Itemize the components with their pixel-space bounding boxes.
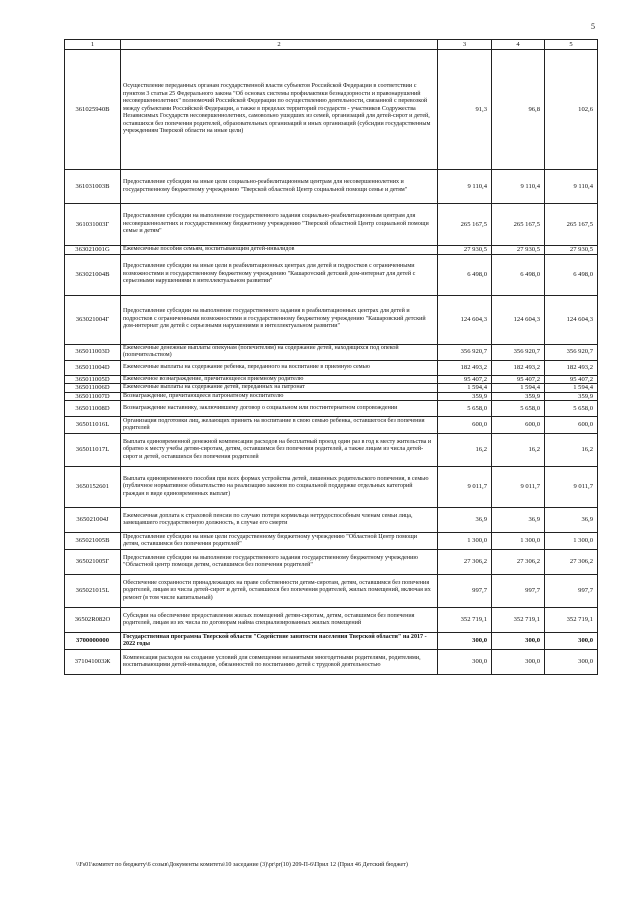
row-code: 365011008D: [65, 401, 121, 417]
row-value-col4: 95 407,2: [492, 375, 545, 384]
row-code: 365011007D: [65, 392, 121, 401]
row-value-col3: 1 594,4: [438, 384, 492, 393]
table-row: [65, 608, 598, 633]
row-code: 371041003Ж: [65, 650, 121, 675]
table-row: [65, 633, 598, 650]
table-row: [65, 295, 598, 344]
row-value-col4: 300,0: [492, 650, 545, 675]
row-description: Осуществление переданных органам государственной власти субъектов Российской Федерации в соответствии с пунктом 3 статьи 25 Федерального закона "Об основах системы профилактики безнадзорности и правонарушений несовершеннолетних" полномочий Российской Федерации по осуществлению деятельности, связанной с перевозкой между субъектами Российской Федерации, а также в пределах территорий государств - участников Содружества Независимых Государств несовершеннолетних, самовольно ушедших из семей, организаций для детей-сирот и детей, оставшихся без попечения родителей, образовательных организаций и иных организаций (субсидии государственным учреждениям Тверской области на иные цели): [121, 50, 438, 170]
row-value-col4: 27 930,5: [492, 246, 545, 255]
table-row: [65, 575, 598, 608]
row-value-col3: 1 300,0: [438, 533, 492, 550]
row-value-col3: 182 493,2: [438, 360, 492, 375]
row-value-col4: 27 306,2: [492, 550, 545, 575]
row-code: 3650152601: [65, 467, 121, 508]
table-row: [65, 254, 598, 295]
row-value-col3: 95 407,2: [438, 375, 492, 384]
row-value-col4: 600,0: [492, 417, 545, 434]
row-description: Предоставление субсидии на выполнение государственного задания в реабилитационных центрах для детей и подростков с ограниченными возможностями и государственному бюджетному учреждению "Кашаровский детский дом-интернат для детей с серьезными нарушениями в интеллектуальном развитии": [121, 295, 438, 344]
row-value-col3: 300,0: [438, 633, 492, 650]
row-value-col5: 182 493,2: [545, 360, 598, 375]
row-value-col4: 352 719,1: [492, 608, 545, 633]
row-value-col5: 27 930,5: [545, 246, 598, 255]
row-value-col3: 352 719,1: [438, 608, 492, 633]
file-path-footer: \\Fs01\комитет по бюджету\6 созыв\Документы комитета\10 заседание (3)\pr\pr(10) 209-П-6\Прил 12 (Прил 46 Детский бюджет): [76, 862, 408, 868]
row-value-col5: 300,0: [545, 633, 598, 650]
row-value-col3: 997,7: [438, 575, 492, 608]
row-description: Ежемесячные денежные выплаты опекунам (попечителям) на содержание детей, находящихся под опекой (попечительством): [121, 344, 438, 360]
row-description: Ежемесячное вознаграждение, причитающееся приемному родителю: [121, 375, 438, 384]
row-description: Выплата единовременной денежной компенсации расходов на бесплатный проезд один раз в год к месту жительства и обратно к месту учебы детям-сиротам, детям, оставшимся без попечения родителей, а также лицам из числа детей-сирот и детей, оставшихся без попечения родителей: [121, 434, 438, 467]
table-row: [65, 650, 598, 675]
row-value-col5: 600,0: [545, 417, 598, 434]
row-code: 365021015L: [65, 575, 121, 608]
row-value-col4: 124 604,3: [492, 295, 545, 344]
row-value-col3: 6 498,0: [438, 254, 492, 295]
table-row: [65, 170, 598, 204]
row-code: 365021004J: [65, 508, 121, 533]
row-value-col3: 36,9: [438, 508, 492, 533]
row-code: 365011017L: [65, 434, 121, 467]
row-value-col4: 359,9: [492, 392, 545, 401]
row-value-col4: 16,2: [492, 434, 545, 467]
row-value-col4: 9 110,4: [492, 170, 545, 204]
row-value-col5: 27 306,2: [545, 550, 598, 575]
row-description: Ежемесячные пособия семьям, воспитывающим детей-инвалидов: [121, 246, 438, 255]
row-description: Субсидии на обеспечение предоставления жилых помещений детям-сиротам, детям, оставшимся без попечения родителей, лицам из их числа по договорам найма специализированных жилых помещений: [121, 608, 438, 633]
row-code: 363021001G: [65, 246, 121, 255]
row-value-col4: 9 011,7: [492, 467, 545, 508]
row-code: 365011005D: [65, 375, 121, 384]
table-row: [65, 50, 598, 170]
row-value-col3: 27 930,5: [438, 246, 492, 255]
row-value-col3: 16,2: [438, 434, 492, 467]
row-value-col3: 600,0: [438, 417, 492, 434]
row-value-col5: 124 604,3: [545, 295, 598, 344]
row-code: 361025940В: [65, 50, 121, 170]
row-value-col4: 96,8: [492, 50, 545, 170]
row-value-col5: 997,7: [545, 575, 598, 608]
row-value-col3: 27 306,2: [438, 550, 492, 575]
row-value-col5: 102,6: [545, 50, 598, 170]
row-code: 361031003Г: [65, 204, 121, 246]
row-description: Выплата единовременного пособия при всех формах устройства детей, лишенных родительского попечения, в семью (публичное нормативное обязательство на реализацию законов по социальной поддержке отдельных категорий граждан в виде единовременных выплат): [121, 467, 438, 508]
table-row: [65, 375, 598, 384]
row-value-col4: 265 167,5: [492, 204, 545, 246]
row-value-col4: 997,7: [492, 575, 545, 608]
row-value-col3: 5 658,0: [438, 401, 492, 417]
budget-table: [64, 39, 598, 675]
table-row: [65, 360, 598, 375]
row-value-col4: 1 594,4: [492, 384, 545, 393]
table-row: [65, 204, 598, 246]
row-value-col5: 36,9: [545, 508, 598, 533]
row-code: 361031003В: [65, 170, 121, 204]
row-code: 363021004В: [65, 254, 121, 295]
row-description: Вознаграждение наставнику, заключившему договор о социальном или постинтернатном сопровождении: [121, 401, 438, 417]
row-code: 365011004D: [65, 360, 121, 375]
row-value-col3: 265 167,5: [438, 204, 492, 246]
row-code: 365011003D: [65, 344, 121, 360]
row-value-col4: 356 920,7: [492, 344, 545, 360]
table-row: [65, 344, 598, 360]
row-value-col4: 182 493,2: [492, 360, 545, 375]
row-value-col4: 5 658,0: [492, 401, 545, 417]
row-description: Государственная программа Тверской области "Содействие занятости населения Тверской области" на 2017 - 2022 годы: [121, 633, 438, 650]
column-header: 4: [492, 40, 545, 50]
table-row: [65, 434, 598, 467]
row-code: 365021005Г: [65, 550, 121, 575]
table-row: [65, 508, 598, 533]
row-value-col3: 124 604,3: [438, 295, 492, 344]
row-description: Предоставление субсидии на иные цели в реабилитационных центрах для детей и подростков с ограниченными возможностями и государственному бюджетному учреждению "Кашарovский детский дом-интернат для детей с серьезными нарушениями в интеллектуальном развитии": [121, 254, 438, 295]
row-value-col5: 16,2: [545, 434, 598, 467]
row-code: 365021005В: [65, 533, 121, 550]
table-row: [65, 550, 598, 575]
column-header: 1: [65, 40, 121, 50]
row-value-col5: 95 407,2: [545, 375, 598, 384]
row-value-col3: 356 920,7: [438, 344, 492, 360]
table-row: [65, 246, 598, 255]
row-description: Предоставление субсидии на иные цели государственному бюджетному учреждению "Областной Центр помощи детям, оставшимся без попечения родителей": [121, 533, 438, 550]
row-value-col5: 352 719,1: [545, 608, 598, 633]
row-code: 365011006D: [65, 384, 121, 393]
table-row: [65, 401, 598, 417]
row-value-col5: 356 920,7: [545, 344, 598, 360]
table-row: [65, 533, 598, 550]
row-value-col5: 300,0: [545, 650, 598, 675]
row-value-col5: 6 498,0: [545, 254, 598, 295]
column-header: 5: [545, 40, 598, 50]
row-value-col3: 9 011,7: [438, 467, 492, 508]
row-value-col4: 6 498,0: [492, 254, 545, 295]
row-code: 363021004Г: [65, 295, 121, 344]
row-description: Организация подготовки лиц, желающих принять на воспитание в свою семью ребенка, оставшегося без попечения родителей: [121, 417, 438, 434]
table-header-row: [65, 40, 598, 50]
table-row: [65, 384, 598, 393]
page-number: 5: [591, 22, 595, 31]
row-value-col3: 9 110,4: [438, 170, 492, 204]
table-row: [65, 417, 598, 434]
row-value-col4: 1 300,0: [492, 533, 545, 550]
row-code: 365011016L: [65, 417, 121, 434]
row-description: Компенсация расходов на создание условий для совмещения незанятыми многодетными родителями, родителями, воспитывающими детей-инвалидов, обязанностей по воспитанию детей с трудовой деятельностью: [121, 650, 438, 675]
column-header: 2: [121, 40, 438, 50]
row-description: Предоставление субсидии на иные цели социально-реабилитационным центрам для несовершеннолетних и государственному бюджетному учреждению "Тверской областной Центр социальной помощи семье и детям": [121, 170, 438, 204]
row-value-col5: 5 658,0: [545, 401, 598, 417]
row-value-col5: 359,9: [545, 392, 598, 401]
row-description: Ежемесячная доплата к страховой пенсии по случаю потери кормильца нетрудоспособным членам семьи лица, замещавшего государственную должность, в случае его смерти: [121, 508, 438, 533]
row-value-col3: 91,3: [438, 50, 492, 170]
row-value-col3: 300,0: [438, 650, 492, 675]
row-value-col4: 36,9: [492, 508, 545, 533]
row-code: 3700000000: [65, 633, 121, 650]
row-value-col5: 1 300,0: [545, 533, 598, 550]
column-header: 3: [438, 40, 492, 50]
row-value-col3: 359,9: [438, 392, 492, 401]
row-value-col5: 265 167,5: [545, 204, 598, 246]
row-description: Обеспечение сохранности принадлежащих на праве собственности детям-сиротам, детям, оставшимся без попечения родителей, лицам из числа детей-сирот и детей, оставшихся без попечения родителей, жилых помещений, включая их ремонт (в том числе капитальный): [121, 575, 438, 608]
row-description: Предоставление субсидии на выполнение государственного задания государственному бюджетному учреждению "Областной центр помощи детям, оставшимся без попечения родителей": [121, 550, 438, 575]
row-value-col4: 300,0: [492, 633, 545, 650]
row-description: Предоставление субсидии на выполнение государственного задания социально-реабилитационным центрам для несовершеннолетних и государственному бюджетному учреждению "Тверской областной Центр социальной помощи семье и детям": [121, 204, 438, 246]
table-row: [65, 467, 598, 508]
row-value-col5: 9 011,7: [545, 467, 598, 508]
row-description: Ежемесячные выплаты на содержание детей, переданных на патронат: [121, 384, 438, 393]
row-value-col5: 1 594,4: [545, 384, 598, 393]
row-value-col5: 9 110,4: [545, 170, 598, 204]
row-description: Вознаграждение, причитающееся патронатному воспитателю: [121, 392, 438, 401]
table-row: [65, 392, 598, 401]
row-description: Ежемесячные выплаты на содержание ребенка, переданного на воспитание в приемную семью: [121, 360, 438, 375]
row-code: 36502R082O: [65, 608, 121, 633]
